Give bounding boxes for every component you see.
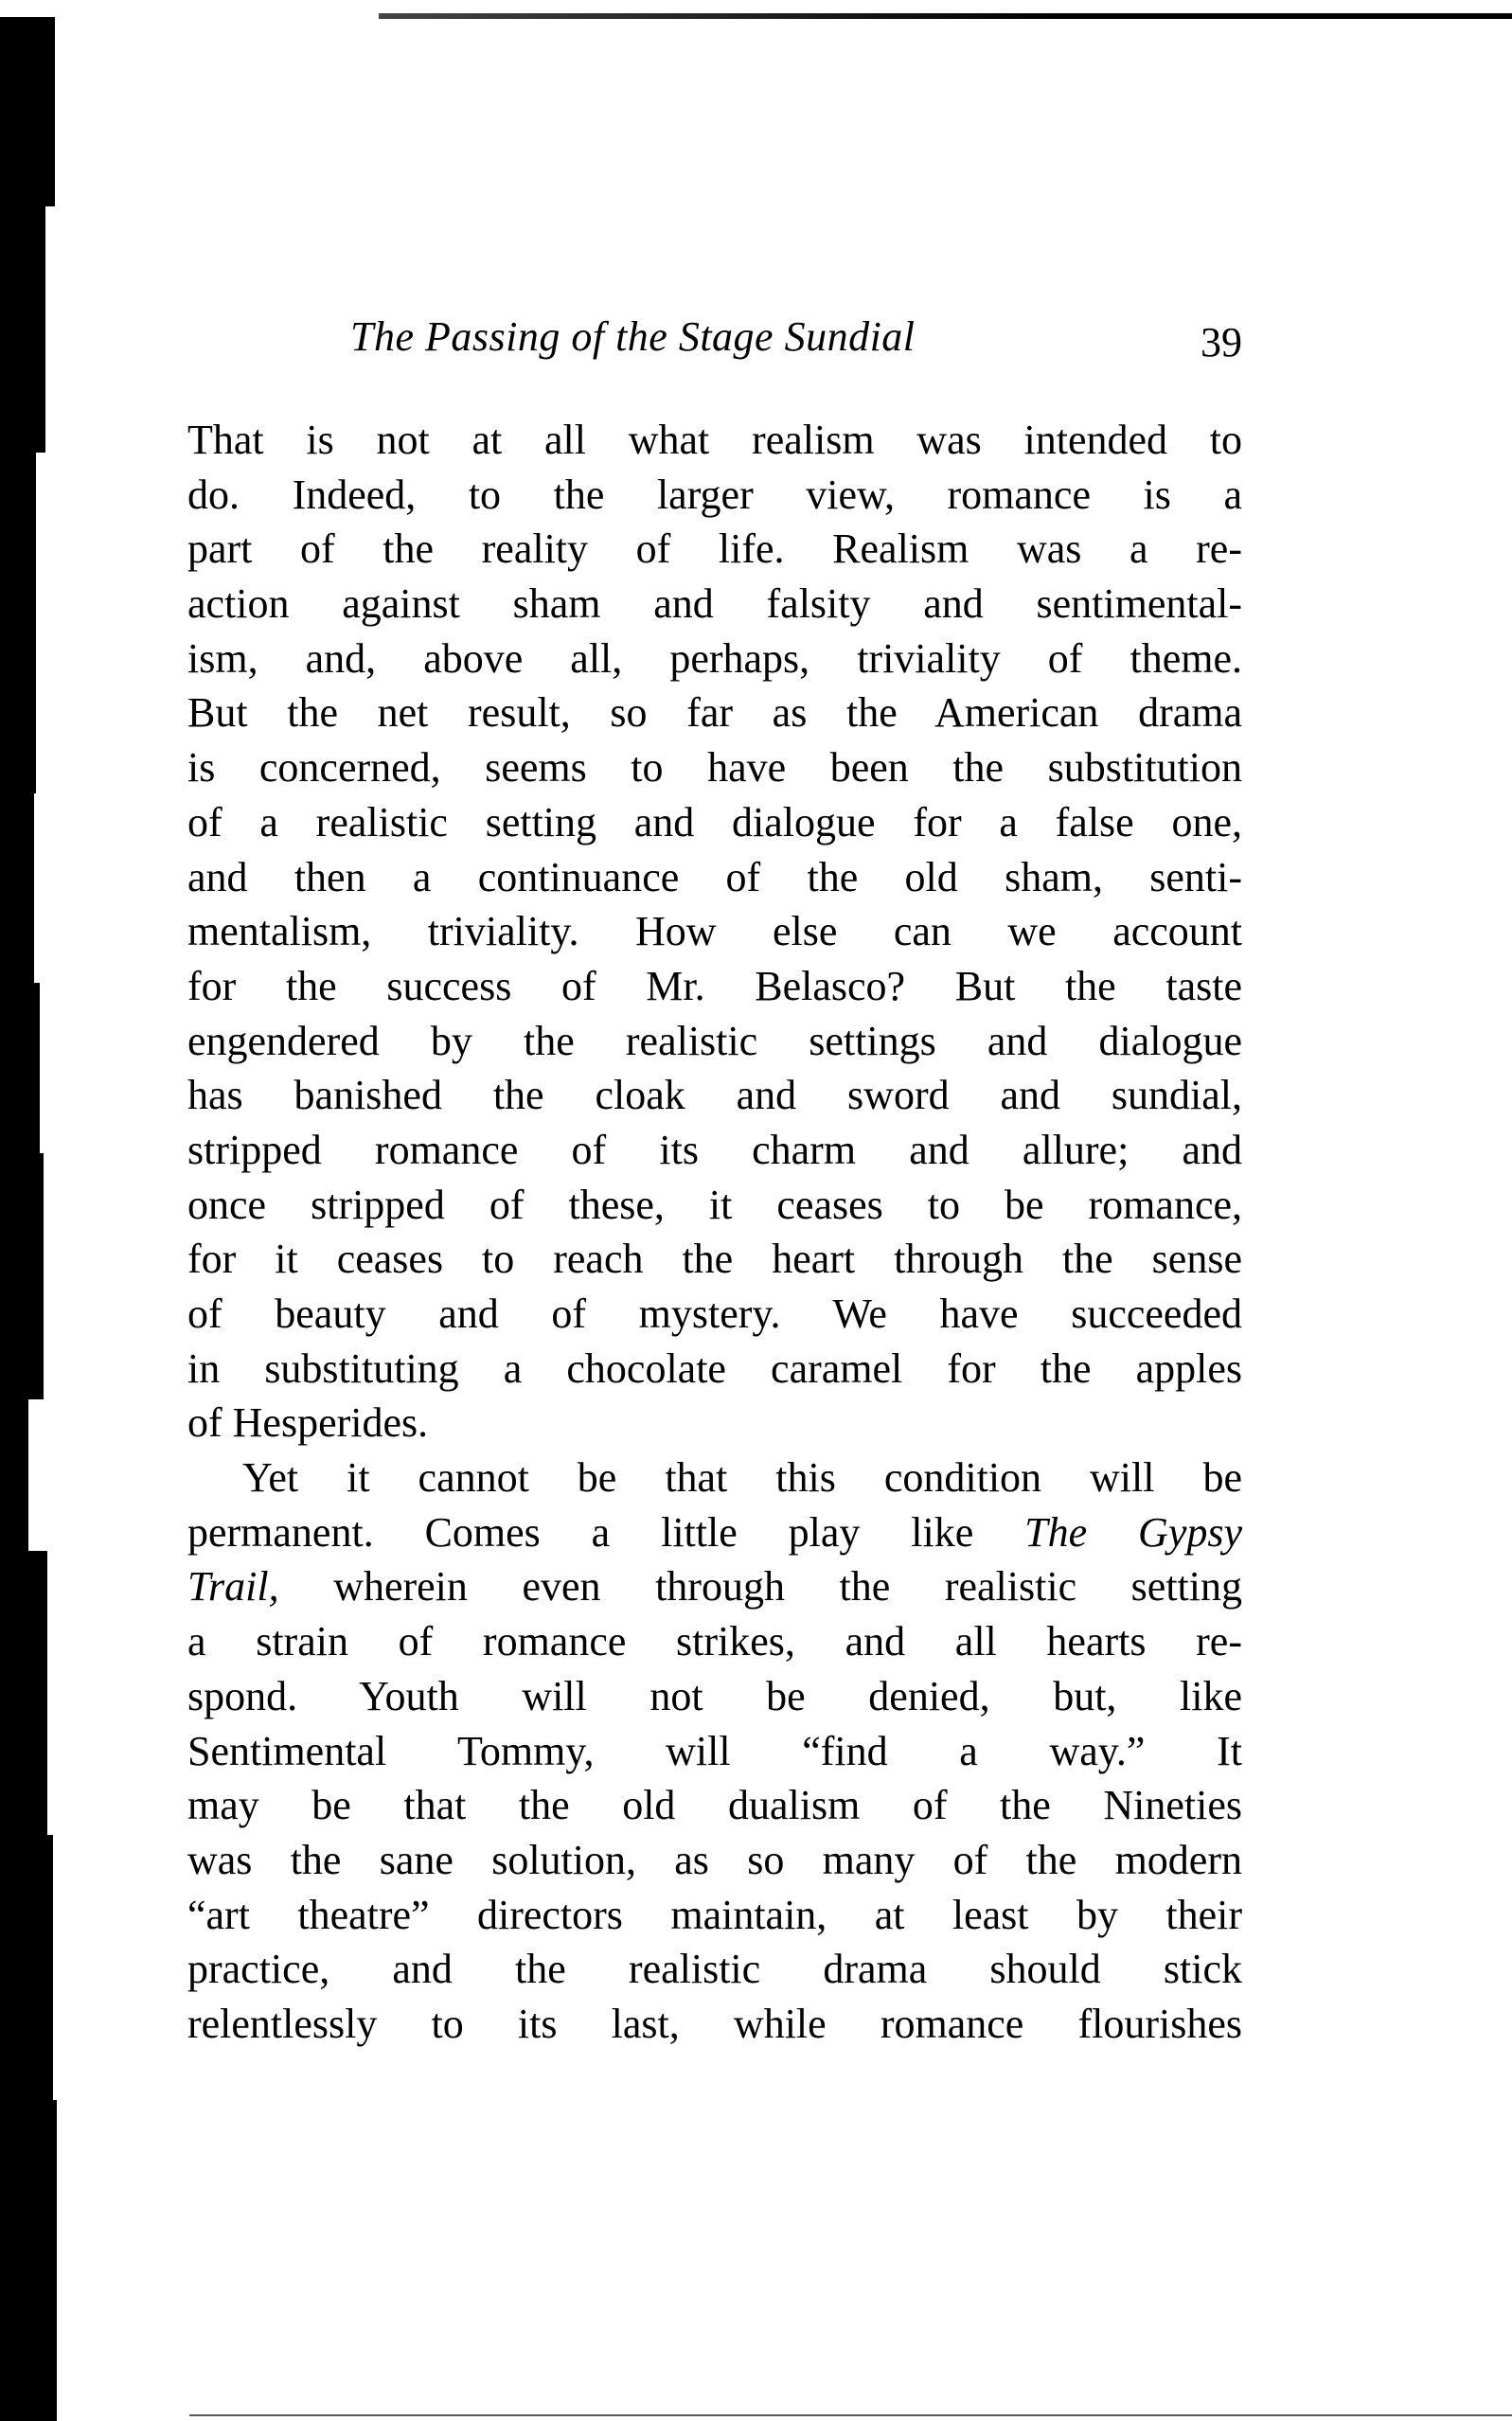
text-line: for it ceases to reach the heart through the sense bbox=[187, 1236, 1242, 1283]
text-line: mentalism, triviality. How else can we account bbox=[187, 908, 1242, 955]
text-line: spond. Youth will not be denied, but, like bbox=[187, 1672, 1242, 1719]
text-line: was the sane solution, as so many of the modern bbox=[187, 1836, 1242, 1883]
text-line: in substituting a chocolate caramel for the apples bbox=[187, 1344, 1242, 1392]
text-line bbox=[187, 1559, 1242, 1614]
text-span: wherein even through the realistic setting bbox=[278, 1563, 1242, 1611]
italic-title: The Gypsy bbox=[1024, 1508, 1242, 1556]
text-line: “art theatre” directors maintain, at least by their bbox=[187, 1891, 1242, 1938]
text-line: a strain of romance strikes, and all hearts re- bbox=[187, 1618, 1242, 1665]
body-text bbox=[187, 413, 1242, 2052]
text-line: stripped romance of its charm and allure; and bbox=[187, 1126, 1242, 1173]
top-scan-rule bbox=[379, 13, 1512, 19]
text-line: engendered by the realistic settings and dialogue bbox=[187, 1017, 1242, 1064]
text-line: for the success of Mr. Belasco? But the taste bbox=[187, 962, 1242, 1009]
text-line: may be that the old dualism of the Nineties bbox=[187, 1782, 1242, 1829]
page-number: 39 bbox=[1201, 319, 1242, 365]
text-line: But the net result, so far as the American drama bbox=[187, 689, 1242, 737]
text-line: action against sham and falsity and sentimental- bbox=[187, 580, 1242, 628]
text-span: permanent. Comes a little play like bbox=[187, 1508, 1025, 1556]
text-line: once stripped of these, it ceases to be romance, bbox=[187, 1181, 1242, 1228]
text-line: do. Indeed, to the larger view, romance is a bbox=[187, 471, 1242, 518]
text-line: Yet it cannot be that this condition will be bbox=[242, 1454, 1242, 1502]
text-line: part of the reality of life. Realism was a re- bbox=[187, 525, 1242, 573]
italic-title: Trail, bbox=[187, 1563, 279, 1611]
bottom-scan-rule bbox=[189, 2414, 1512, 2416]
text-line: of a realistic setting and dialogue for a false one, bbox=[187, 798, 1242, 846]
text-line: Sentimental Tommy, will “find a way.” It bbox=[187, 1727, 1242, 1774]
page-header bbox=[189, 312, 1242, 369]
running-title: The Passing of the Stage Sundial bbox=[350, 313, 916, 360]
text-line bbox=[187, 1505, 1242, 1560]
text-line: relentlessly to its last, while romance flourishes bbox=[187, 2000, 1242, 2047]
text-line: of beauty and of mystery. We have succeeded bbox=[187, 1291, 1242, 1337]
text-line: is concerned, seems to have been the substitution bbox=[187, 744, 1242, 792]
text-line: ism, and, above all, perhaps, triviality of theme. bbox=[187, 634, 1242, 682]
text-line: That is not at all what realism was intended to bbox=[187, 417, 1242, 463]
text-line: has banished the cloak and sword and sundial, bbox=[187, 1072, 1242, 1119]
text-line: of Hesperides. bbox=[187, 1399, 429, 1447]
text-line: practice, and the realistic drama should stick bbox=[187, 1946, 1242, 1993]
text-line: and then a continuance of the old sham, senti- bbox=[187, 853, 1242, 900]
